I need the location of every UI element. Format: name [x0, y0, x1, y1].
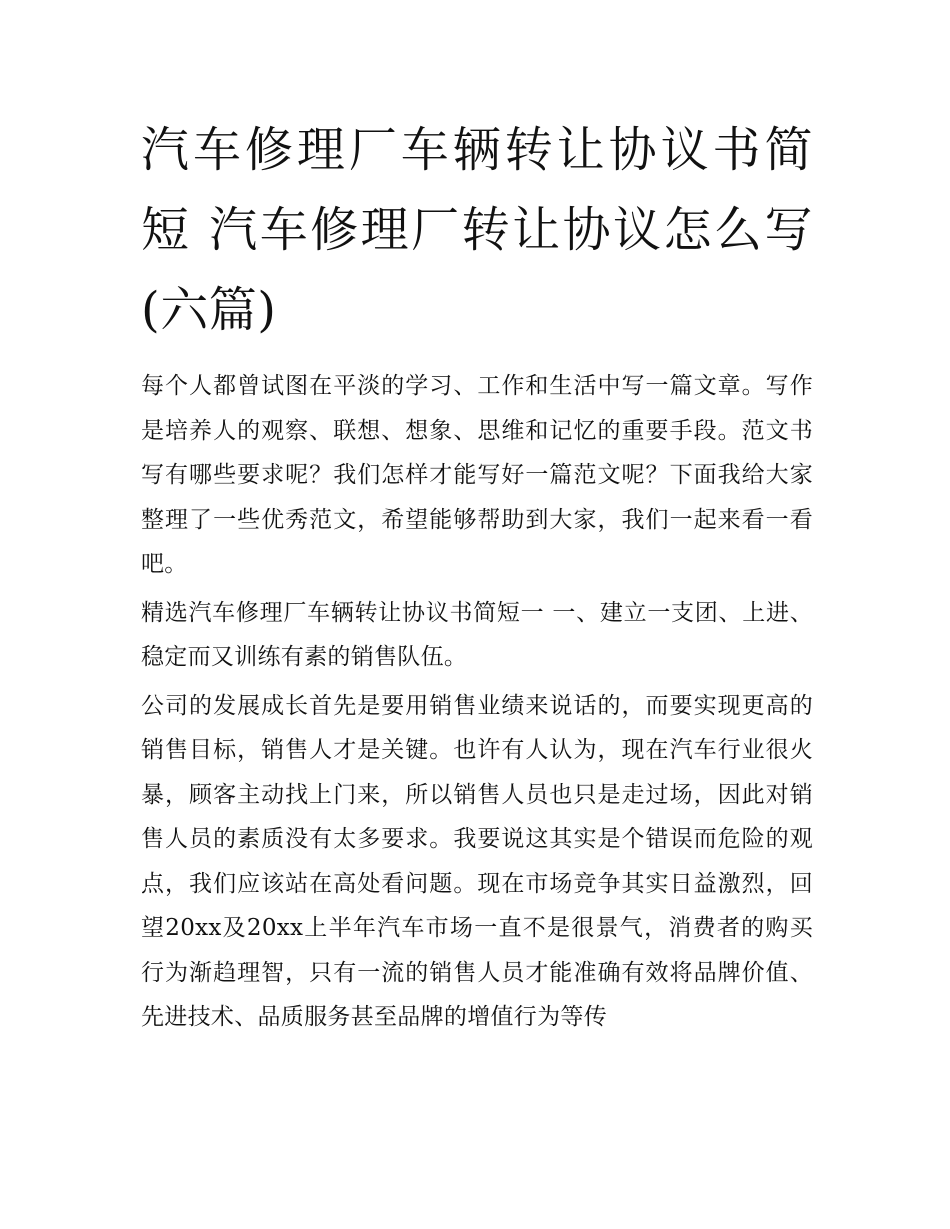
paragraph-body: 公司的发展成长首先是要用销售业绩来说话的，而要实现更高的销售目标，销售人才是关键。也许有人认为，现在汽车行业很火暴，顾客主动找上门来，所以销售人员也只是走过场，因此对销售人员的素质没有太多要求。我要说这其实是个错误而危险的观点，我们应该站在高处看问题。现在市场竞争其实日益激烈，回望20xx及20xx上半年汽车市场一直不是很景气，消费者的购买行为渐趋理智，只有一流的销售人员才能准确有效将品牌价值、先进技术、品质服务甚至品牌的增值行为等传: [141, 692, 813, 1030]
document-title: 汽车修理厂车辆转让协议书简短 汽车修理厂转让协议怎么写(六篇): [141, 122, 813, 338]
paragraph-section-heading: 精选汽车修理厂车辆转让协议书简短一 一、建立一支团、上进、稳定而又训练有素的销售队伍。: [141, 599, 813, 670]
document-body: [141, 110, 813, 1044]
paragraph-intro: 每个人都曾试图在平淡的学习、工作和生活中写一篇文章。写作是培养人的观察、联想、想象、思维和记忆的重要手段。范文书写有哪些要求呢？我们怎样才能写好一篇范文呢？下面我给大家整理了一些优秀范文，希望能够帮助到大家，我们一起来看一看吧。: [141, 373, 813, 577]
